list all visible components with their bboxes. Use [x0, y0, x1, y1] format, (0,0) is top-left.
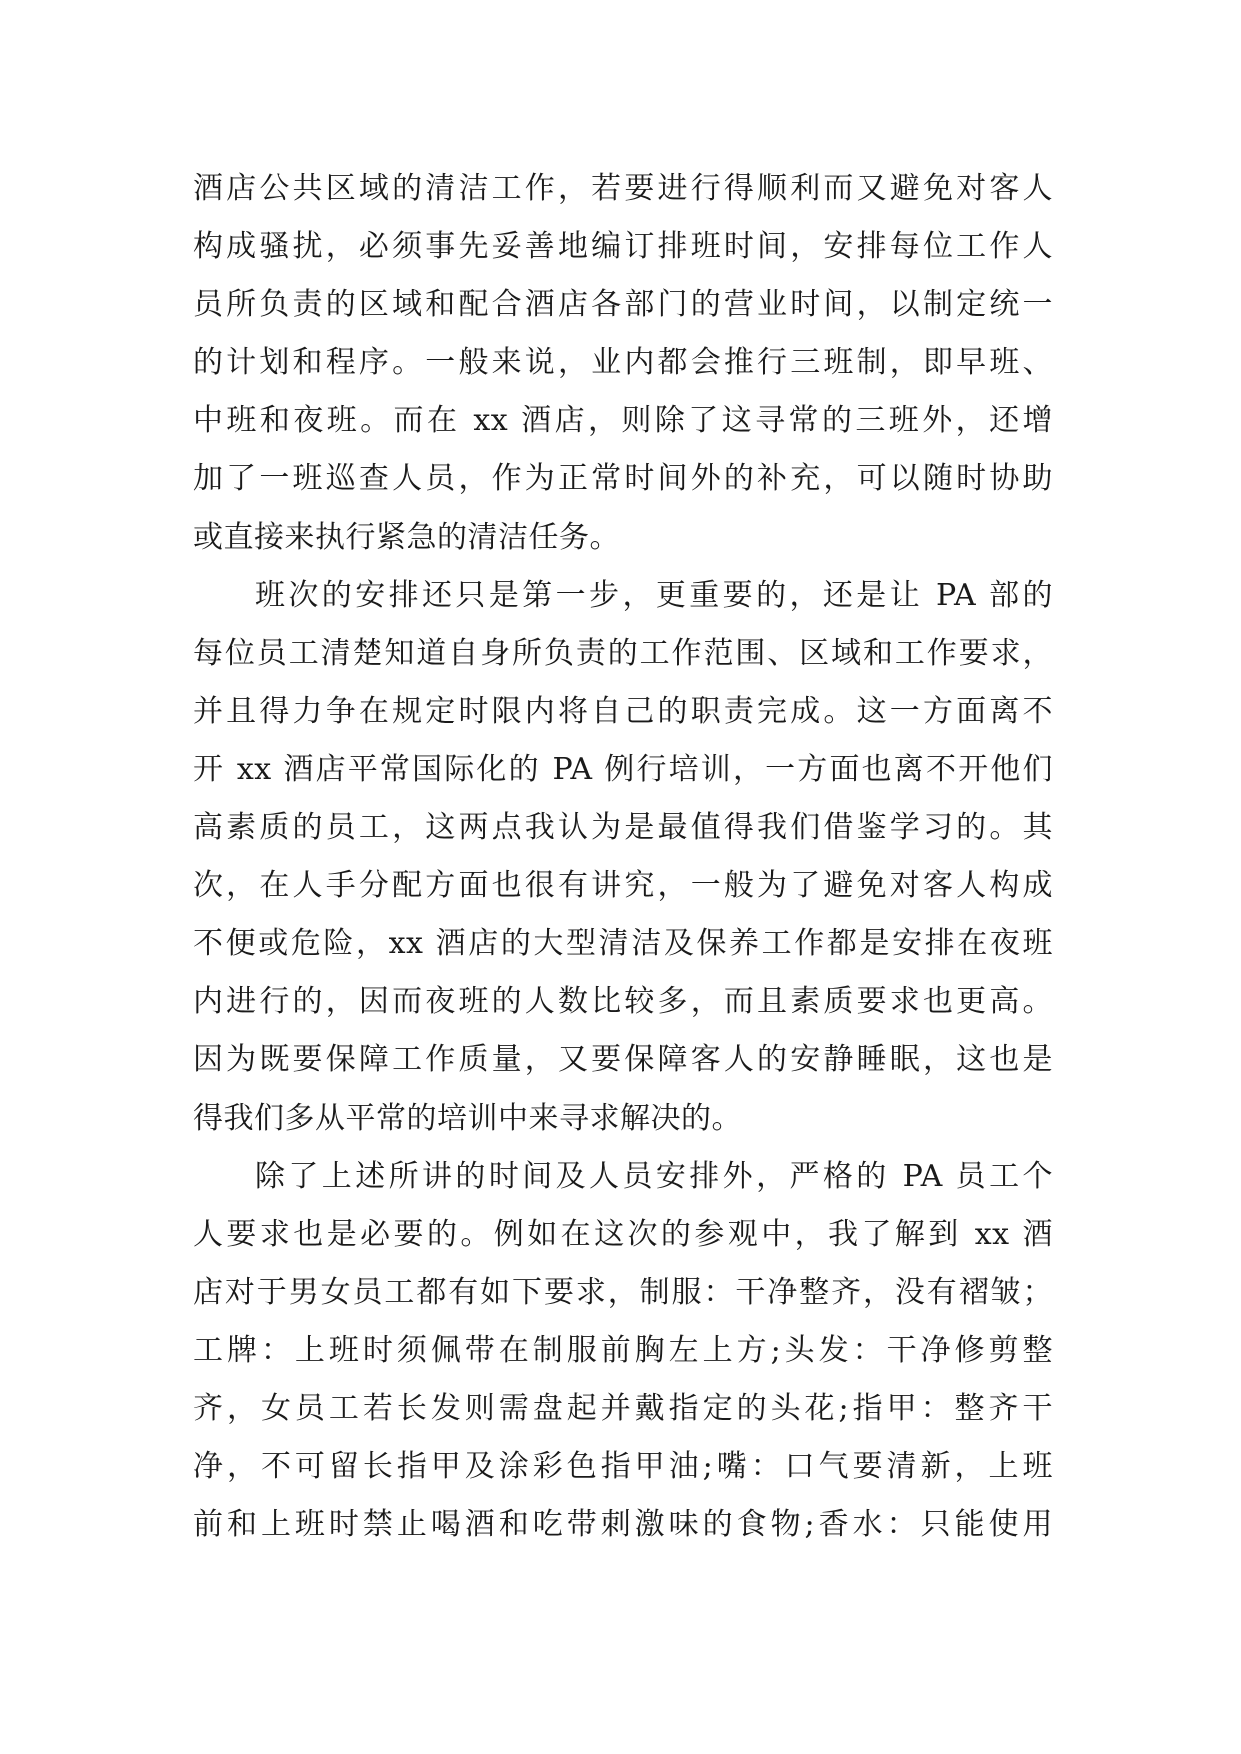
text-line: 齐，女员工若长发则需盘起并戴指定的头花;指甲：整齐干 [193, 1390, 1053, 1426]
text-line: 或直接来执行紧急的清洁任务。 [193, 519, 620, 555]
text-line: 店对于男女员工都有如下要求，制服：干净整齐，没有褶皱； [193, 1274, 1053, 1310]
paragraph-first-line: 除了上述所讲的时间及人员安排外，严格的 PA 员工个 [255, 1158, 1053, 1194]
paragraph-first-line: 班次的安排还只是第一步，更重要的，还是让 PA 部的 [255, 577, 1053, 613]
text-line: 酒店公共区域的清洁工作，若要进行得顺利而又避免对客人 [193, 171, 1053, 206]
text-line: 并且得力争在规定时限内将自己的职责完成。这一方面离不 [193, 693, 1053, 729]
text-line: 开 xx 酒店平常国际化的 PA 例行培训，一方面也离不开他们 [193, 751, 1053, 787]
text-line: 的计划和程序。一般来说，业内都会推行三班制，即早班、 [193, 345, 1053, 381]
text-line: 前和上班时禁止喝酒和吃带刺激味的食物;香水：只能使用 [193, 1507, 1053, 1543]
text-line: 人要求也是必要的。例如在这次的参观中，我了解到 xx 酒 [193, 1216, 1053, 1252]
text-line: 因为既要保障工作质量，又要保障客人的安静睡眠，这也是 [193, 1042, 1053, 1078]
text-line: 工牌：上班时须佩带在制服前胸左上方;头发：干净修剪整 [193, 1332, 1053, 1368]
text-line: 得我们多从平常的培训中来寻求解决的。 [193, 1100, 742, 1136]
text-line: 员所负责的区域和配合酒店各部门的营业时间，以制定统一 [193, 287, 1053, 323]
text-line: 次，在人手分配方面也很有讲究，一般为了避免对客人构成 [193, 868, 1053, 904]
text-line: 构成骚扰，必须事先妥善地编订排班时间，安排每位工作人 [193, 229, 1053, 265]
document-body [193, 160, 1053, 1554]
text-line: 每位员工清楚知道自身所负责的工作范围、区域和工作要求， [193, 635, 1053, 671]
text-line: 中班和夜班。而在 xx 酒店，则除了这寻常的三班外，还增 [193, 403, 1053, 439]
text-line: 加了一班巡查人员，作为正常时间外的补充，可以随时协助 [193, 461, 1053, 497]
text-line: 高素质的员工，这两点我认为是最值得我们借鉴学习的。其 [193, 810, 1053, 846]
text-line: 净，不可留长指甲及涂彩色指甲油;嘴：口气要清新，上班 [193, 1449, 1053, 1485]
text-line: 不便或危险，xx 酒店的大型清洁及保养工作都是安排在夜班 [193, 926, 1053, 962]
text-line: 内进行的，因而夜班的人数比较多，而且素质要求也更高。 [193, 984, 1053, 1020]
